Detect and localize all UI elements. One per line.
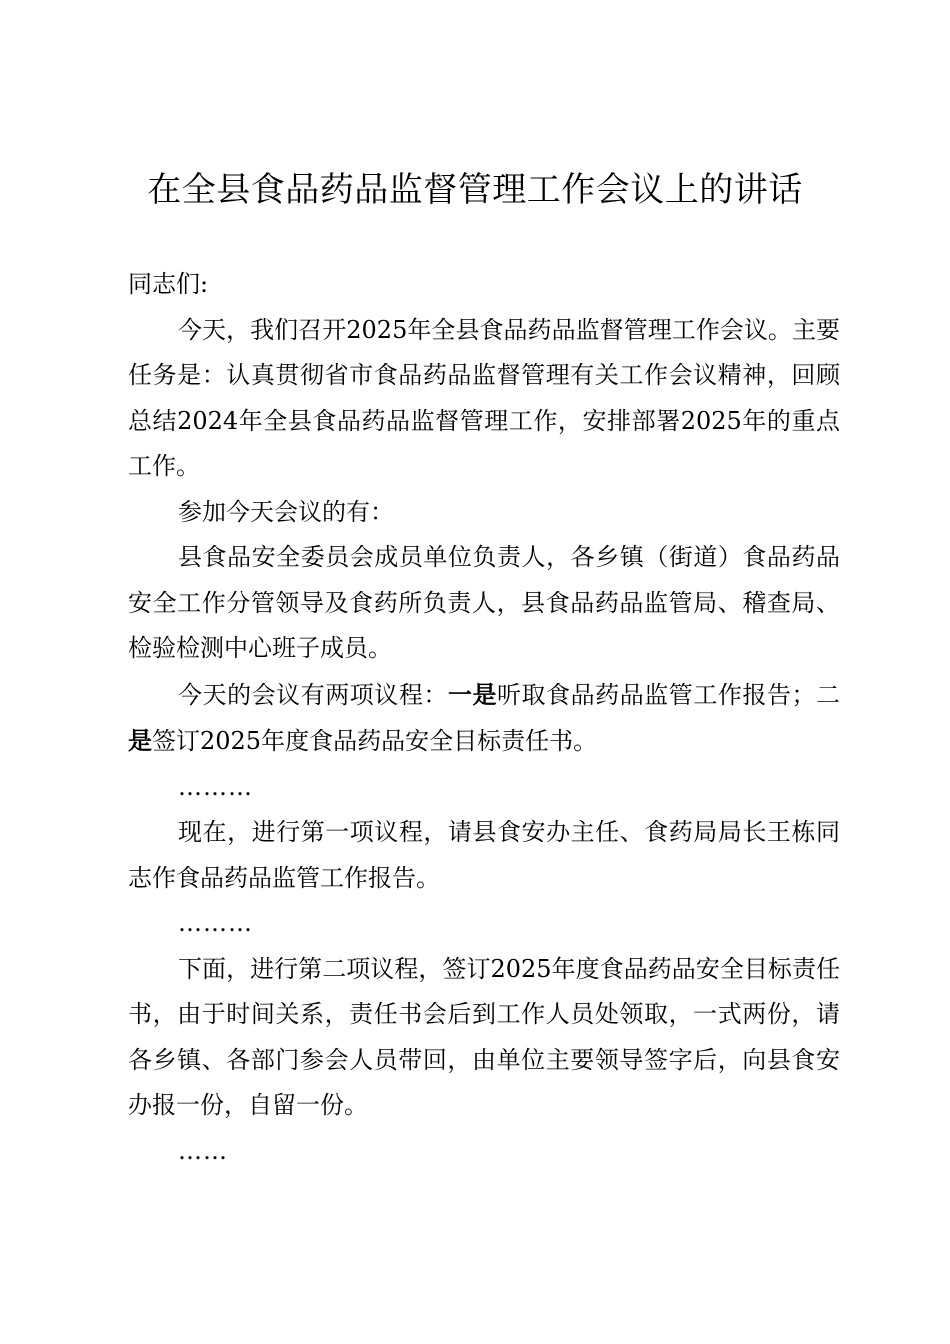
paragraph-attendees-intro: 参加今天会议的有： <box>178 497 394 526</box>
ellipsis-2: ……… <box>178 909 253 937</box>
agenda-lead: 今天的会议有两项议程： <box>178 680 448 709</box>
agenda-item2-marker: 是 <box>128 726 152 755</box>
agenda-item1-marker: 一是 <box>447 679 498 709</box>
paragraph-second-agenda: 下面，进行第二项议程，签订2025年度食品药品安全目标责任书，由于时间关系，责任书会后到工作人员处领取，一式两份，请各乡镇、各部门参会人员带回，由单位主要领导签字后，向县食安办报一份，自留一份。 <box>128 954 840 1119</box>
agenda-item2-prefix: 二 <box>815 680 841 709</box>
document-body <box>128 262 840 1174</box>
agenda-item1-text: 听取食品药品监管工作报告； <box>497 680 816 709</box>
paragraph-meeting-purpose: 今天，我们召开2025年全县食品药品监督管理工作会议。主要任务是：认真贯彻省市食品药品监督管理有关工作会议精神，回顾总结2024年全县食品药品监督管理工作，安排部署2025年的重点工作。 <box>128 315 840 480</box>
agenda-item2-text: 签订2025年度食品药品安全目标责任书。 <box>152 727 598 755</box>
ellipsis-3: …… <box>178 1136 228 1165</box>
salutation: 同志们: <box>128 270 209 298</box>
paragraph-agenda <box>128 672 840 765</box>
document-title: 在全县食品药品监督管理工作会议上的讲话 <box>147 170 803 210</box>
paragraph-first-agenda: 现在，进行第一项议程，请县食安办主任、食药局局长王栋同志作食品药品监管工作报告。 <box>128 818 840 892</box>
ellipsis-1: ……… <box>178 772 253 801</box>
paragraph-attendees-list: 县食品安全委员会成员单位负责人，各乡镇（街道）食品药品安全工作分管领导及食药所负责人，县食品药品监管局、稽查局、检验检测中心班子成员。 <box>128 543 840 662</box>
